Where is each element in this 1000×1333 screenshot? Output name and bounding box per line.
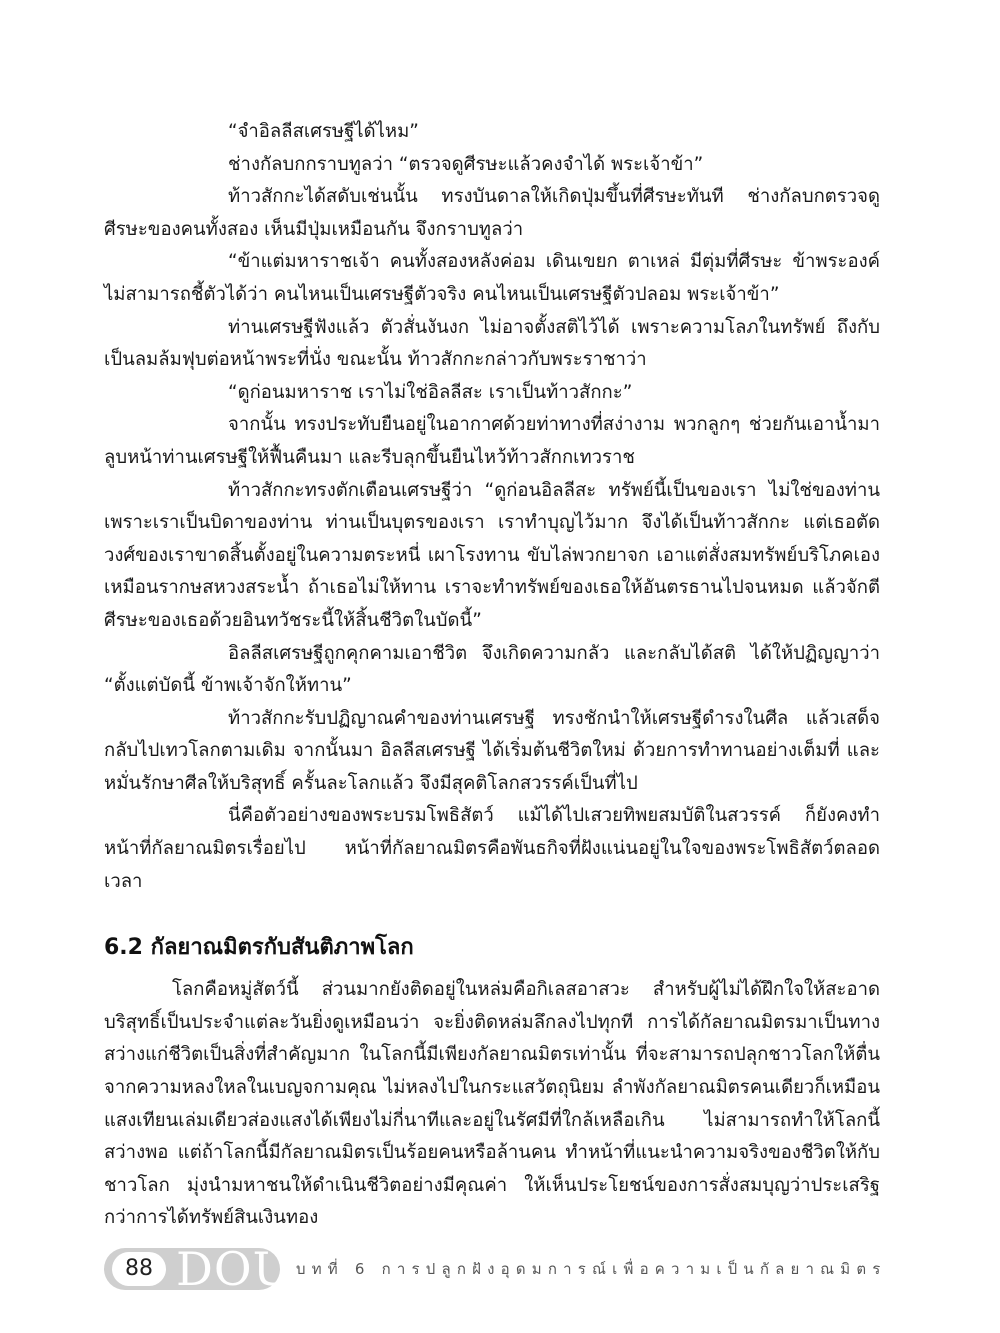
story-paragraph-3: ท้าวสักกะได้สดับเช่นนั้น ทรงบันดาลให้เกิดปุ่มขึ้นที่ศีรษะทันที ช่างกัลบกตรวจดูศีรษะของคนทั้งสอง เห็นมีปุ่มเหมือนกัน จึงกราบทูลว่า [104, 186, 880, 240]
story-paragraph-7: จากนั้น ทรงประทับยืนอยู่ในอากาศด้วยท่าทางที่สง่างาม พวกลูกๆ ช่วยกันเอาน้ำมาลูบหน้าท่านเศรษฐีให้ฟื้นคืนมา และรีบลุกขึ้นยืนไหว้ท้าวสักกเทวราช [104, 414, 880, 468]
story-paragraph-5: ท่านเศรษฐีฟังแล้ว ตัวสั่นงันงก ไม่อาจตั้งสติไว้ได้ เพราะความโลภในทรัพย์ ถึงกับเป็นลมล้มฟุบต่อหน้าพระที่นั่ง ขณะนั้น ท้าวสักกะกล่าวกับพระราชาว่า [104, 316, 880, 371]
story-paragraph-2: ช่างกัลบกกราบทูลว่า “ตรวจดูศีรษะแล้วคงจำได้ พระเจ้าข้า” [228, 153, 704, 175]
brand-logo: DOU [176, 1242, 293, 1296]
section-paragraph: โลกคือหมู่สัตว์นี้ ส่วนมากยังติดอยู่ในหล่มคือกิเลสอาสวะ สำหรับผู้ไม่ได้ฝึกใจให้สะอาดบริสุทธิ์เป็นประจำแต่ละวันยิ่งดูเหมือนว่า จะยิ่งติดหล่มลึกลงไปทุกที การได้กัลยาณมิตรมาเป็นทางสว่างแก่ชีวิตเป็นสิ่งที่สำคัญมาก ในโลกนี้มีเพียงกัลยาณมิตรเท่านั้น ที่จะสามารถปลุกชาวโลกให้ตื่นจากความหลงใหลในเบญจกามคุณ ไม่หลงไปในกระแสวัตถุนิยม ลำพังกัลยาณมิตรคนเดียวก็เหมือนแสงเทียนเล่มเดียวส่องแสงได้เพียงไม่กี่นาทีและอยู่ในรัศมีที่ใกล้เหลือเกิน ไม่สามารถทำให้โลกนี้สว่างพอ แต่ถ้าโลกนี้มีกัลยาณมิตรเป็นร้อยคนหรือล้านคน ทำหน้าที่แนะนำความจริงของชีวิตให้กับชาวโลก มุ่งนำมหาชนให้ดำเนินชีวิตอย่างมีคุณค่า ให้เห็นประโยชน์ของการสั่งสมบุญว่าประเสริฐกว่าการได้ทรัพย์สินเงินทอง [104, 979, 880, 1229]
page-footer [104, 1242, 904, 1296]
story-paragraph-1: “จำอิลลีสเศรษฐีได้ไหม” [228, 121, 419, 142]
story-paragraph-9: อิลลีสเศรษฐีถูกคุกคามเอาชีวิต จึงเกิดความกลัว และกลับได้สติ ได้ให้ปฏิญญาว่า “ตั้งแต่บัดนี้ ข้าพเจ้าจักให้ทาน” [104, 642, 880, 697]
story-paragraph-11: นี่คือตัวอย่างของพระบรมโพธิสัตว์ แม้ได้ไปเสวยทิพยสมบัติในสวรรค์ ก็ยังคงทำหน้าที่กัลยาณมิตรเรื่อยไป หน้าที่กัลยาณมิตรคือพันธกิจที่ฝังแน่นอยู่ในใจของพระโพธิสัตว์ตลอดเวลา [104, 805, 880, 892]
story-paragraph-10: ท้าวสักกะรับปฏิญาณคำของท่านเศรษฐี ทรงชักนำให้เศรษฐีดำรงในศีล แล้วเสด็จกลับไปเทวโลกตามเดิม จากนั้นมา อิลลีสเศรษฐี ได้เริ่มต้นชีวิตใหม่ ด้วยการทำทานอย่างเต็มที่ และหมั่นรักษาศีลให้บริสุทธิ์ ครั้นละโลกแล้ว จึงมีสุคติโลกสวรรค์เป็นที่ไป [104, 707, 880, 794]
page-number: 88 [112, 1252, 166, 1286]
story-paragraph-6: “ดูก่อนมหาราช เราไม่ใช่อิลลีสะ เราเป็นท้าวสักกะ” [228, 381, 633, 403]
story-paragraph-4: “ข้าแต่มหาราชเจ้า คนทั้งสองหลังค่อม เดินเขยก ตาเหล่ มีตุ่มที่ศีรษะ ข้าพระองค์ไม่สามารถชี้ตัวได้ว่า คนไหนเป็นเศรษฐีตัวจริง คนไหนเป็นเศรษฐีตัวปลอม พระเจ้าข้า” [104, 251, 880, 305]
section-heading: 6.2 กัลยาณมิตรกับสันติภาพโลก [104, 935, 414, 961]
footer-pill [104, 1242, 293, 1296]
body-text [104, 116, 880, 1235]
story-paragraph-8: ท้าวสักกะทรงตักเตือนเศรษฐีว่า “ดูก่อนอิลลีสะ ทรัพย์นี้เป็นของเรา ไม่ใช่ของท่าน เพราะเราเป็นบิดาของท่าน ท่านเป็นบุตรของเรา เราทำบุญไว้มาก จึงได้เป็นท้าวสักกะ แต่เธอตัดวงศ์ของเราขาดสิ้นตั้งอยู่ในความตระหนี่ เผาโรงทาน ขับไล่พวกยาจก เอาแต่สั่งสมทรัพย์บริโภคเอง เหมือนรากษสหวงสระน้ำ ถ้าเธอไม่ให้ทาน เราจะทำทรัพย์ของเธอให้อันตรธานไปจนหมด แล้วจักตีศีรษะของเธอด้วยอินทวัชระนี้ให้สิ้นชีวิตในบัดนี้” [104, 479, 880, 631]
chapter-title: บทที่ 6 การปลูกฝังอุดมการณ์เพื่อความเป็นกัลยาณมิตร [296, 1260, 887, 1278]
